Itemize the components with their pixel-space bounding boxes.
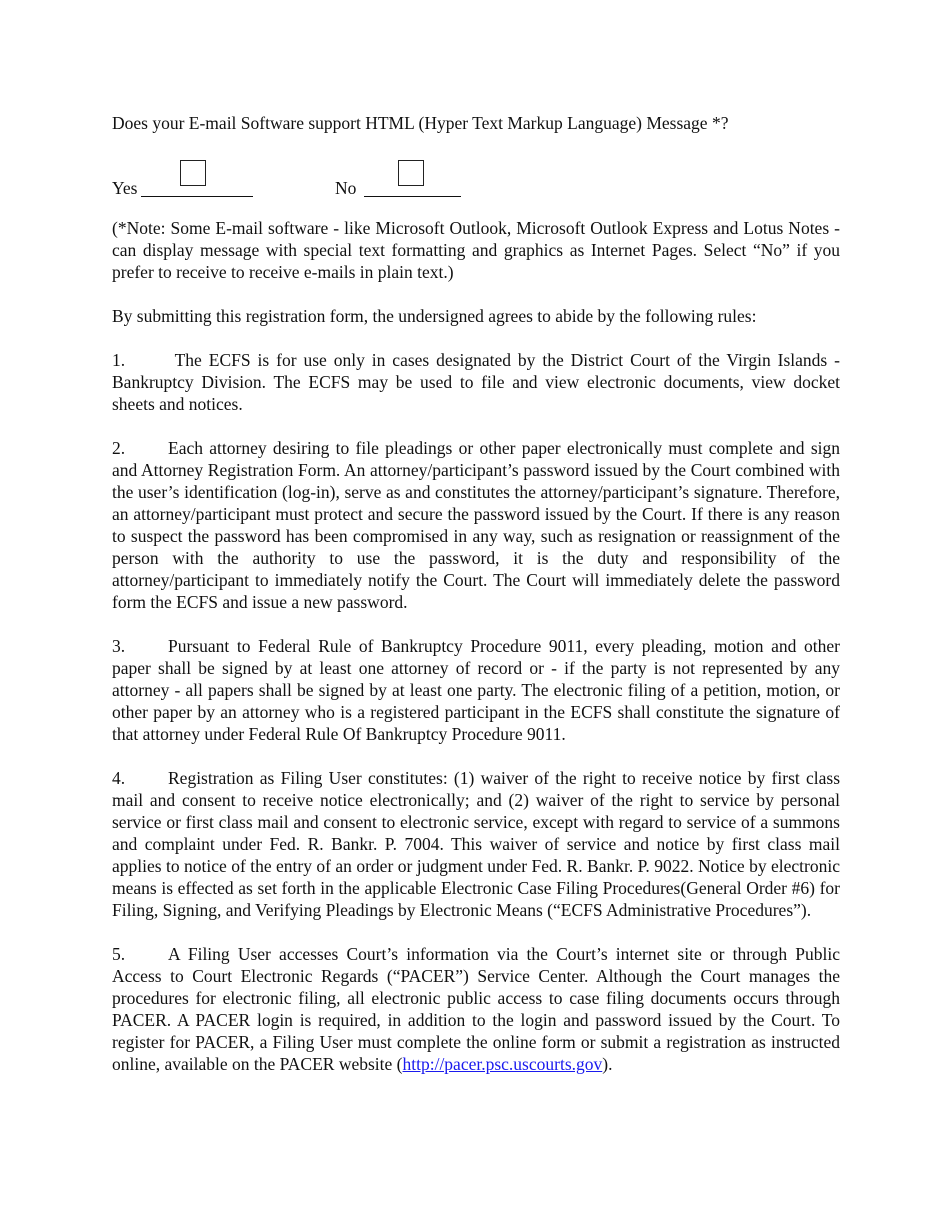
rule-text: Each attorney desiring to file pleadings or other paper electronically must complete and sign and Attorney Registration Form. An attorney/participant’s password issued by the Court combined with the user’s identification (log-in), serve as and constitutes the attorney/participant’s signature. Therefore, an attorney/participant must protect and secure the password issued by the Court. If there is any reason to suspect the password has been compromised in any way, such as resignation or reassignment of the person with the authority to use the password, it is the duty and responsibility of the attorney/participant to immediately notify the Court. The Court will immediately delete the password form the ECFS and issue a new password. bbox=[112, 438, 840, 612]
no-label: No bbox=[335, 178, 357, 198]
rule-1 bbox=[112, 349, 840, 415]
yes-no-row bbox=[112, 160, 840, 200]
no-underline bbox=[364, 196, 461, 197]
rule-number: 5. bbox=[112, 944, 126, 964]
rule-number: 3. bbox=[112, 636, 126, 656]
yes-underline bbox=[141, 196, 253, 197]
yes-checkbox[interactable] bbox=[180, 160, 206, 186]
no-checkbox[interactable] bbox=[398, 160, 424, 186]
rule-5 bbox=[112, 943, 840, 1075]
rule-number: 4. bbox=[112, 768, 126, 788]
pacer-website-link[interactable]: http://pacer.psc.uscourts.gov bbox=[402, 1054, 603, 1074]
rule-text: Registration as Filing User constitutes: (1) waiver of the right to receive notice by first class mail and consent to receive notice electronically; and (2) waiver of the right to service by personal service or first class mail and consent to electronic service, except with regard to service of a summons and complaint under Fed. R. Bankr. P. 7004. This waiver of service and notice by first class mail applies to notice of the entry of an order or judgment under Fed. R. Bankr. P. 9022. Notice by electronic means is effected as set forth in the applicable Electronic Case Filing Procedures(General Order #6) for Filing, Signing, and Verifying Pleadings by Electronic Means (“ECFS Administrative Procedures”). bbox=[112, 768, 840, 920]
rule-text: A Filing User accesses Court’s information via the Court’s internet site or through Public Access to Court Electronic Regards (“PACER”) Service Center. Although the Court manages the procedures for electronic filing, all electronic public access to case filing documents occurs through PACER. A PACER login is required, in addition to the login and password issued by the Court. To register for PACER, a Filing User must complete the online form or submit a registration as instructed online, available on the PACER website ( bbox=[112, 944, 840, 1074]
rules-intro: By submitting this registration form, the undersigned agrees to abide by the following rules: bbox=[112, 306, 757, 326]
rule-text: The ECFS is for use only in cases designated by the District Court of the Virgin Islands - Bankruptcy Division. The ECFS may be used to file and view electronic documents, view docket sheets and notices. bbox=[112, 350, 840, 414]
rule-text: Pursuant to Federal Rule of Bankruptcy Procedure 9011, every pleading, motion and other paper shall be signed by at least one attorney of record or - if the party is not represented by any attorney - all papers shall be signed by at least one party. The electronic filing of a petition, motion, or other paper by an attorney who is a registered participant in the ECFS shall constitute the signature of that attorney under Federal Rule Of Bankruptcy Procedure 9011. bbox=[112, 636, 840, 744]
rule-2 bbox=[112, 437, 840, 613]
html-support-question: Does your E-mail Software support HTML (Hyper Text Markup Language) Message *? bbox=[112, 113, 729, 133]
rule-text-suffix: ). bbox=[602, 1054, 613, 1074]
rule-3 bbox=[112, 635, 840, 745]
yes-label: Yes bbox=[112, 178, 138, 198]
rule-4 bbox=[112, 767, 840, 921]
email-format-note: (*Note: Some E-mail software - like Microsoft Outlook, Microsoft Outlook Express and Lotus Notes - can display message with special text formatting and graphics as Internet Pages. Select “No” if you prefer to receive to receive e-mails in plain text.) bbox=[112, 218, 840, 282]
rule-number: 2. bbox=[112, 438, 126, 458]
rule-number: 1. bbox=[112, 350, 126, 370]
registration-form-page bbox=[112, 112, 840, 1075]
